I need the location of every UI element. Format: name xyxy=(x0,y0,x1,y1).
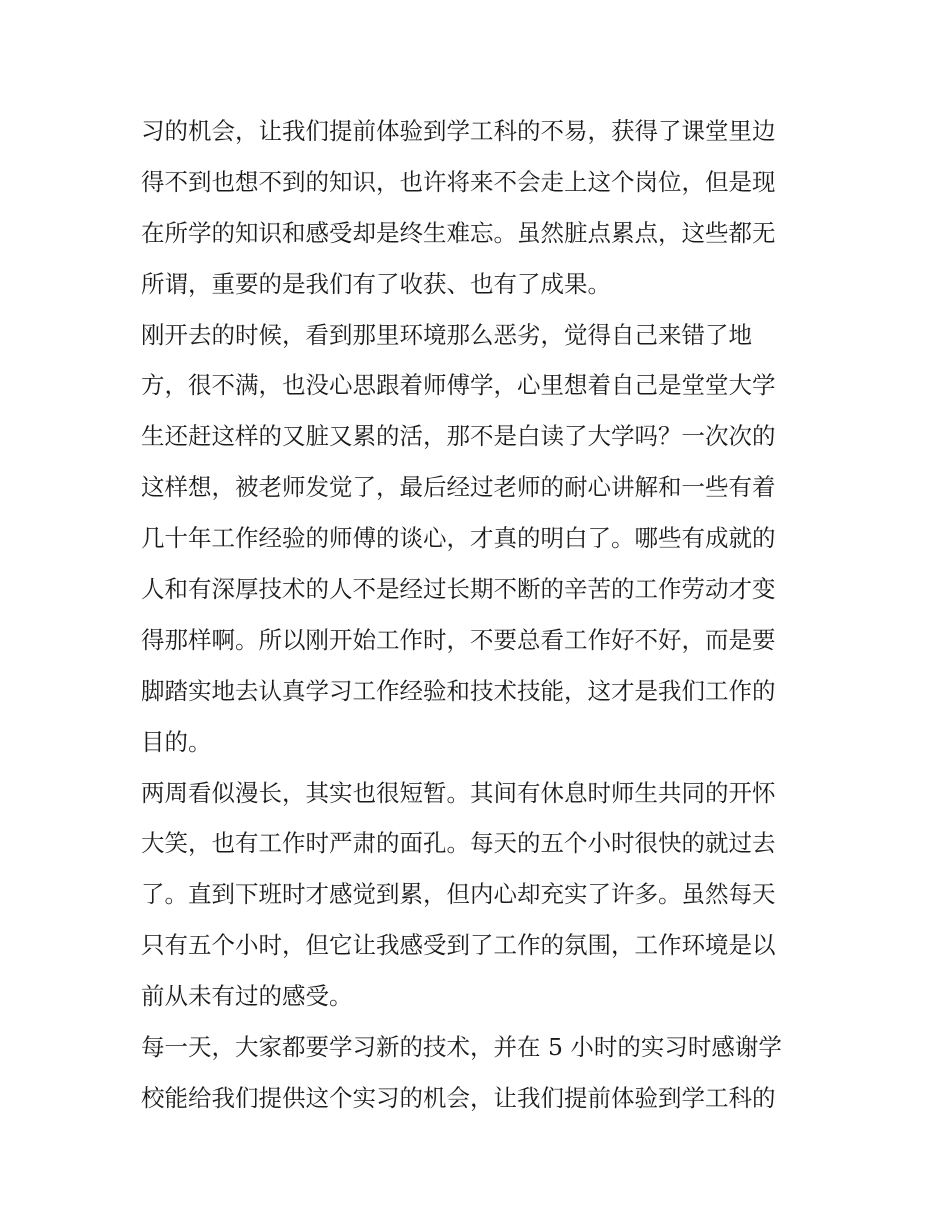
text-line: 习的机会，让我们提前体验到学工科的不易，获得了课堂里边 xyxy=(141,117,776,145)
text-line: 前从未有过的感受。 xyxy=(141,982,353,1011)
text-line: 人和有深厚技术的人不是经过长期不断的辛苦的工作劳动才变 xyxy=(141,575,776,604)
paragraph-2 xyxy=(141,310,821,768)
text-line: 了。直到下班时才感觉到累，但内心却充实了许多。虽然每天 xyxy=(141,880,776,909)
text-line: 得不到也想不到的知识，也许将来不会走上这个岗位，但是现 xyxy=(141,167,776,196)
text-line: 这样想，被老师发觉了，最后经过老师的耐心讲解和一些有着 xyxy=(141,473,776,502)
document-body xyxy=(141,106,821,1124)
text-line: 在所学的知识和感受却是终生难忘。虽然脏点累点，这些都无 xyxy=(141,218,776,247)
text-line: 方，很不满，也没心思跟着师傅学，心里想着自己是堂堂大学 xyxy=(141,371,776,400)
text-line: 得那样啊。所以刚开始工作时，不要总看工作好不好，而是要 xyxy=(141,625,776,654)
text-line: 只有五个小时，但它让我感受到了工作的氛围，工作环境是以 xyxy=(141,931,776,960)
text-line: 大笑，也有工作时严肃的面孔。每天的五个小时很快的就过去 xyxy=(141,829,776,858)
text-line: 刚开去的时候，看到那里环境那么恶劣，觉得自己来错了地 xyxy=(141,320,752,349)
paragraph-4 xyxy=(141,1022,821,1124)
text-line: 校能给我们提供这个实习的机会，让我们提前体验到学工科的 xyxy=(141,1083,776,1112)
text-line: 每一天，大家都要学习新的技术，并在 5 小时的实习时感谢学 xyxy=(141,1033,782,1062)
text-line: 所谓，重要的是我们有了收获、也有了成果。 xyxy=(141,269,611,298)
paragraph-1 xyxy=(141,106,821,310)
paragraph-3 xyxy=(141,768,821,1022)
text-line: 生还赶这样的又脏又累的活，那不是白读了大学吗？一次次的 xyxy=(141,422,776,451)
text-line: 几十年工作经验的师傅的谈心，才真的明白了。哪些有成就的 xyxy=(141,524,776,553)
text-line: 目的。 xyxy=(141,727,212,756)
text-line: 脚踏实地去认真学习工作经验和技术技能，这才是我们工作的 xyxy=(141,676,776,705)
text-line: 两周看似漫长，其实也很短暂。其间有休息时师生共同的开怀 xyxy=(141,778,776,807)
